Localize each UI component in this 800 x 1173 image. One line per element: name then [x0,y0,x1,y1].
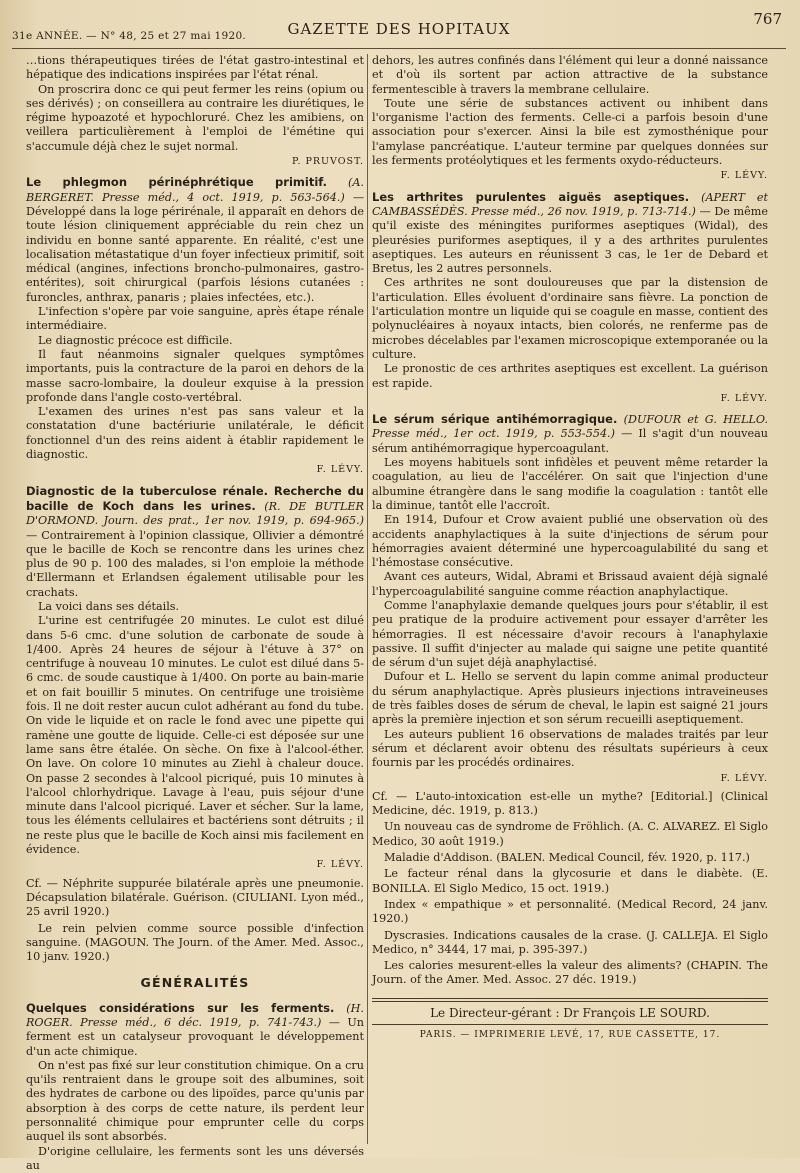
article-text: On n'est pas fixé sur leur constitution chimique. On a cru qu'ils rentraient dans le groupe soit des albumines, soit des hydrates de carbone ou des lipoïdes, parce qu'unis par absorption à des corps de cette nature, ils perdent leur personnalité chimique pour emprunter celle du corps auquel ils sont absorbés. [26,1058,364,1144]
article-title: Le phlegmon périnéphrétique primitif. [26,175,327,190]
article-serum [372,412,768,786]
right-column [372,54,768,1148]
article-text: Comme l'anaphylaxie demande quelques jours pour s'établir, il est peu pratique de la produire activement pour essayer d'arrêter les hémorragies. Il est nécessaire d'avoir recours à l'anaphylaxie passive. Il suffit d'injecter au malade qui saigne une petite quantité de sérum d'un sujet déjà anaphylactisé. [372,598,768,670]
article-text: Avant ces auteurs, Widal, Abrami et Brissaud avaient déjà signalé l'hypercoagulabilité sanguine comme réaction anaphylactique. [372,570,768,598]
article-text: — Il s'agit d'un nouveau sérum antihémorragique hypercoagulant. [372,427,768,455]
signature: P. PRUVOST. [291,156,364,168]
signature: F. LÉVY. [720,170,768,182]
article-text: — Développé dans la loge périrénale, il apparaît en dehors de toute lésion cliniquement appréciable du rein chez un individu en bonne santé apparente. En réalité, c'est une localisation métastatique d'un foyer infectieux primitif, soit médical (angines, infections broncho-pulmonaires, gastro-entérites), soit chirurgical (parfois lésions cutanées : furoncles, anthrax, panaris ; plaies infectées, etc.). [26,190,364,304]
journal-title: GAZETTE DES HOPITAUX [287,20,511,38]
article-reference: (A. BERGERET. Presse méd., 4 oct. 1919, p. 563-564.) [26,176,364,204]
article-reference: (DUFOUR et G. HELLO. Presse méd., 1er oct. 1919, p. 553-554.) [372,413,768,441]
article-text: L'examen des urines n'est pas sans valeur et la constatation d'une bactériurie unilatérale, le déficit fonctionnel d'un des reins aident à établir rapidement le diagnostic. [26,405,364,462]
cf-reference: Dyscrasies. Indications causales de la crase. (J. CALLEJA. El Siglo Medico, n° 3444, 17 mai, p. 395-397.) [372,928,768,956]
article-text: Ces arthrites ne sont douloureuses que par la distension de l'articulation. Elles évoluent d'ordinaire sans fièvre. La ponction de l'articulation montre un liquide qui se coagule en masse, contient des polynucléaires à noyaux intacts, bien colorés, ne renferme pas de microbes décelables par l'examen microscopique extemporanée ou la culture. [372,276,768,361]
article-text: L'infection s'opère par voie sanguine, après étape rénale intermédiaire. [26,305,364,333]
printer-line: PARIS. — IMPRIMERIE LEVÉ, 17, RUE CASSETTE, 17. [372,1024,768,1042]
article-title: Le sérum sérique antihémorragique. [372,412,618,427]
article-text: Le diagnostic précoce est difficile. [38,333,233,347]
article-ferments [26,1001,364,1173]
left-column [26,54,364,1172]
article-text: L'urine est centrifugée 20 minutes. Le culot est dilué dans 5-6 cmc. d'une solution de carbonate de soude à 1/400. Après 24 heures de séjour à l'étuve à 37° on centrifuge à nouveau 10 minutes. Le culot est dilué dans 5-6 cmc. de soude caustique à 1/400. On porte au bain-marie et on fait bouillir 5 minutes. On centrifuge une troisième fois. Il ne doit rester aucun culot adhérant au fond du tube. On vide le liquide et on racle le fond avec une pipette qui ramène une goutte de liquide. Celle-ci est déposée sur une lame sans être étalée. On sèche. On fixe à l'alcool-éther. On lave. On colore 10 minutes au Ziehl à chaleur douce. On passe 2 secondes à l'alcool picriqué, puis 10 minutes à l'alcool chlorhydrique. Lavage à l'eau, puis séjour d'une minute dans l'alcool picriqué. Laver et sécher. Sur la lame, tous les éléments cellulaires et bactériens sont détruits ; il ne reste plus que le bacille de Koch ainsi mis facilement en évidence. [26,614,364,857]
article-tuberculose [26,484,364,873]
intro-paragraph: On proscrira donc ce qui peut fermer les reins (opium ou ses dérivés) ; on conseillera au contraire les diurétiques, le régime hypoazoté et hypochloruré. Chez les amibiens, on veillera particulièrement à l'emploi de l'émétine qui s'accumule déjà chez le sujet normal. [26,82,364,153]
article-text: Les moyens habituels sont infidèles et peuvent même retarder la coagulation, au lieu de l'accélérer. On sait que l'injection d'une albumine étrangère dans le sang modifie la coagulation : tantôt elle la diminue, tantôt elle l'accroît. [372,456,768,512]
article-phlegmon [26,175,364,477]
page-number: 767 [753,10,782,28]
cf-reference: Maladie d'Addison. (BALEN. Medical Council, fév. 1920, p. 117.) [384,851,750,865]
signature: F. LÉVY. [720,392,768,404]
article-text: En 1914, Dufour et Crow avaient publié une observation où des accidents anaphylactiques à la suite d'injections de sérum pour hémorragies avaient déterminé une hypercoagulabilité du sang et l'hémostase consécutive. [372,513,768,570]
issue-info: 31e ANNÉE. — N° 48, 25 et 27 mai 1920. [12,30,247,42]
article-text: — De même qu'il existe des méningites puriformes aseptiques (Widal), des pleurésies puriformes aseptiques, il y a des arthrites purulentes aseptiques. Les auteurs en réunissent 3 cas, le 1er de Debard et Bretus, les 2 autres personnels. [372,204,768,276]
article-reference: (H. ROGER. Presse méd., 6 déc. 1919, p. 741-743.) [26,1001,364,1029]
closing-rule [372,998,768,1002]
director-line: Le Directeur-gérant : Dr François LE SOURD. [430,1005,710,1020]
cf-reference: Cf. — L'auto-intoxication est-elle un mythe? [Editorial.] (Clinical Medicine, déc. 1919, p. 813.) [372,789,768,818]
signature: F. LÉVY. [316,859,364,871]
cf-list [372,790,768,988]
article-text: dehors, les autres confinés dans l'élément qui leur a donné naissance et d'où ils sortent par action attractive de la substance fermentescible à travers la membrane cellulaire. [372,54,768,96]
article-text: Il faut néanmoins signaler quelques symptômes importants, puis la contracture de la paroi en dehors de la masse sacro-lombaire, la douleur exquise à la pression profonde dans l'angle costo-vertébral. [26,347,364,404]
page-header [12,10,786,49]
column-divider [367,54,368,1144]
signature: F. LÉVY. [720,772,768,784]
intro-paragraph: …tions thérapeutiques tirées de l'état gastro-intestinal et hépatique des indications inspirées par l'état rénal. [26,54,364,82]
article-text: La voici dans ses détails. [38,599,180,613]
article-text: Les auteurs publient 16 observations de malades traités par leur sérum et déclarent avoir obtenu des résultats supérieurs à ceux fournis par les procédés ordinaires. [372,727,768,770]
article-text: Dufour et L. Hello se servent du lapin comme animal producteur du sérum anaphylactique. Après plusieurs injections intraveineuses de très faibles doses de sérum de cheval, le lapin est saigné 21 jours après la première injection et son sérum recueilli aseptiquement. [372,670,768,727]
article-title: Les arthrites purulentes aiguës aseptiques. [372,189,690,204]
article-title: Quelques considérations sur les ferments. [26,1000,335,1015]
article-text: D'origine cellulaire, les ferments sont les uns déversés au [26,1144,364,1172]
cf-reference: Les calories mesurent-elles la valeur des aliments? (CHAPIN. The Journ. of the Amer. Med. Assoc. 27 déc. 1919.) [372,959,768,987]
article-text: — Un ferment est un catalyseur provoquant le développement d'un acte chimique. [26,1016,364,1058]
section-heading: GÉNÉRALITÉS [140,975,250,991]
article-arthrites [372,190,768,406]
cf-reference: Cf. — Néphrite suppurée bilatérale après une pneumonie. Décapsulation bilatérale. Guérison. (CIULIANI. Lyon méd., 25 avril 1920.) [26,876,364,919]
cf-reference: Le facteur rénal dans la glycosurie et dans le diabète. (E. BONILLA. El Siglo Medico, 15 oct. 1919.) [372,867,768,895]
signature: F. LÉVY. [316,464,364,476]
cf-reference: Index « empathique » et personnalité. (Medical Record, 24 janv. 1920.) [372,897,768,926]
cf-reference: Un nouveau cas de syndrome de Fröhlich. (A. C. ALVAREZ. El Siglo Medico, 30 août 1919.) [372,820,768,848]
article-reference: (APERT et CAMBASSÉDÈS. Presse méd., 26 nov. 1919, p. 713-714.) [372,190,769,218]
article-reference: (R. DE BUTLER D'ORMOND. Journ. des prat., 1er nov. 1919, p. 694-965.) [26,499,364,528]
article-text: Toute une série de substances activent ou inhibent dans l'organisme l'action des ferments. Celle-ci a parfois besoin d'une association pour s'exercer. Ainsi la bile est zymosthénique pour l'amylase pancréatique. L'auteur termine par quelques données sur les ferments protéolytiques et les ferments oxydo-réducteurs. [372,96,768,168]
cf-reference: Le rein pelvien comme source possible d'infection sanguine. (MAGOUN. The Journ. of the Amer. Med. Assoc., 10 janv. 1920.) [26,921,364,964]
article-title: Diagnostic de la tuberculose rénale. Recherche du bacille de Koch dans les urines. [26,483,364,513]
article-text: — Contrairement à l'opinion classique, Ollivier a démontré que le bacille de Koch se rencontre dans les urines chez plus de 90 p. 100 des malades, si l'on emploie la méthode d'Ellermann et Erlandsen également utilisable pour les crachats. [26,528,364,599]
article-text: Le pronostic de ces arthrites aseptiques est excellent. La guérison est rapide. [372,362,768,390]
